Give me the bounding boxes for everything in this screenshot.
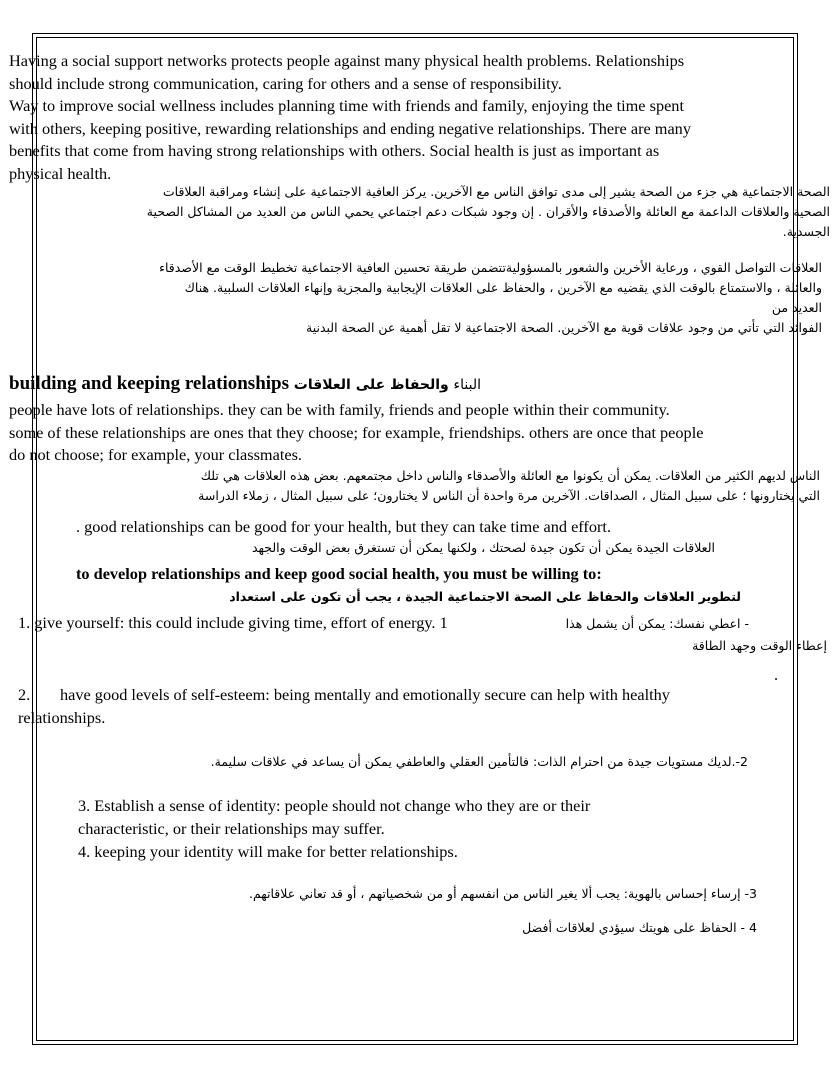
intro-arabic-paragraph-1	[147, 182, 830, 242]
text-line: العديد من	[771, 300, 822, 315]
text-line: الناس لديهم الكثير من العلاقات. يمكن أن يكونوا مع العائلة والأصدقاء والناس داخل مجتمعهم. بعض هذه العلاقات هي تلك	[200, 468, 820, 483]
item-3-arabic: 3- إرساء إحساس بالهوية: يجب ألا يغير الناس من انفسهم أو من شخصياتهم ، أو قد تعاني علاقاتهم.	[248, 886, 757, 901]
text-line: الفوائد التي تأتي من وجود علاقات قوية مع الآخرين. الصحة الاجتماعية لا تقل أهمية عن الصحة البدنية	[306, 320, 822, 335]
section-heading	[9, 373, 481, 396]
text-line: physical health.	[9, 163, 112, 183]
good-relationships-english: . good relationships can be good for your health, but they can take time and effort.	[76, 517, 612, 536]
develop-relationships-english: to develop relationships and keep good social health, you must be willing to:	[76, 564, 602, 583]
text-line: الصحية والعلاقات الداعمة مع العائلة والأصدقاء والأقران . إن وجود شبكات دعم اجتماعي يحمي الناس من العديد من المشاكل الصحية	[146, 204, 830, 219]
item-4-arabic: 4 - الحفاظ على هويتك سيؤدي لعلاقات أفضل	[522, 920, 757, 935]
intro-english-paragraph	[9, 50, 691, 185]
text-line: with others, keeping positive, rewarding relationships and ending negative relationships. There are many	[9, 118, 691, 138]
text-line: Having a social support networks protects people against many physical health problems. Relationships	[9, 51, 685, 70]
item-2-arabic: 2-.لديك مستويات جيدة من احترام الذات: فالتأمين العقلي والعاطفي يمكن أن يساعد في علاقات سليمة.	[210, 754, 748, 769]
item-3-english	[78, 795, 590, 840]
heading-arabic-bold: والحفاظ على العلاقات	[293, 377, 449, 393]
text-line: should include strong communication, caring for others and a sense of responsibility.	[9, 73, 562, 93]
text-line: Way to improve social wellness includes planning time with friends and family, enjoying the time spent	[9, 96, 684, 115]
text-line: some of these relationships are ones that they choose; for example, friendships. others are once that people	[9, 422, 704, 442]
heading-english: building and keeping relationships	[9, 373, 290, 394]
text-line: benefits that come from having strong relationships with others. Social health is just as important as	[9, 141, 660, 160]
text-line: الجسدية.	[782, 224, 830, 239]
item-4-english: 4. keeping your identity will make for better relationships.	[78, 842, 458, 861]
text-line: العلاقات التواصل القوي ، ورعاية الأخرين والشعور بالمسؤوليةتتضمن طريقة تحسين العافية الاجتماعية تخطيط الوقت مع الأصدقاء	[159, 260, 822, 275]
item-1-english: 1. give yourself: this could include giving time, effort of energy. 1	[18, 613, 448, 632]
text-line: التي يختارونها ؛ على سبيل المثال ، الصداقات. الآخرين مرة واحدة أن الناس لا يختارون؛ على سبيل المثال ، زملاء الدراسة	[198, 488, 820, 503]
item-2-english	[18, 684, 670, 729]
section-arabic-paragraph	[198, 466, 820, 506]
item-1-arabic-b: إعطاء الوقت وجهد الطاقة	[692, 638, 827, 653]
good-relationships-arabic: العلاقات الجيدة يمكن أن تكون جيدة لصحتك ، ولكنها يمكن أن تستغرق بعض الوقت والجهد	[251, 540, 715, 555]
text-line: الصحة الاجتماعية هي جزء من الصحة يشير إلى مدى توافق الناس مع الآخرين. يركز العافية الاجتماعية على إنشاء ومراقبة العلاقات	[162, 184, 830, 199]
section-english-paragraph	[9, 399, 703, 467]
text-line: do not choose; for example, your classmates.	[9, 445, 302, 464]
item-2-number: 2.	[18, 685, 31, 704]
develop-relationships-arabic: لتطوير العلاقات والحفاظ على الصحة الاجتماعية الجيدة ، يجب أن تكون على استعداد	[229, 589, 741, 604]
text-line: والعائلة ، والاستمتاع بالوقت الذي يقضيه مع الآخرين ، والحفاظ على العلاقات الإيجابية والمجزية وإنهاء العلاقات السلبية. هناك	[184, 280, 822, 295]
text-line: characteristic, or their relationships may suffer.	[78, 818, 385, 838]
text-line: 3. Establish a sense of identity: people should not change who they are or their	[78, 796, 591, 815]
item-1-arabic-a: - اعطي نفسك: يمكن أن يشمل هذا	[565, 616, 749, 631]
heading-arabic: البناء	[453, 377, 481, 393]
text-line: relationships.	[18, 707, 106, 727]
text-line: have good levels of self-esteem: being mentally and emotionally secure can help with healthy	[60, 685, 670, 704]
text-line: people have lots of relationships. they can be with family, friends and people within their community.	[9, 400, 670, 419]
intro-arabic-paragraph-2	[159, 258, 822, 338]
stray-period: .	[774, 665, 779, 684]
